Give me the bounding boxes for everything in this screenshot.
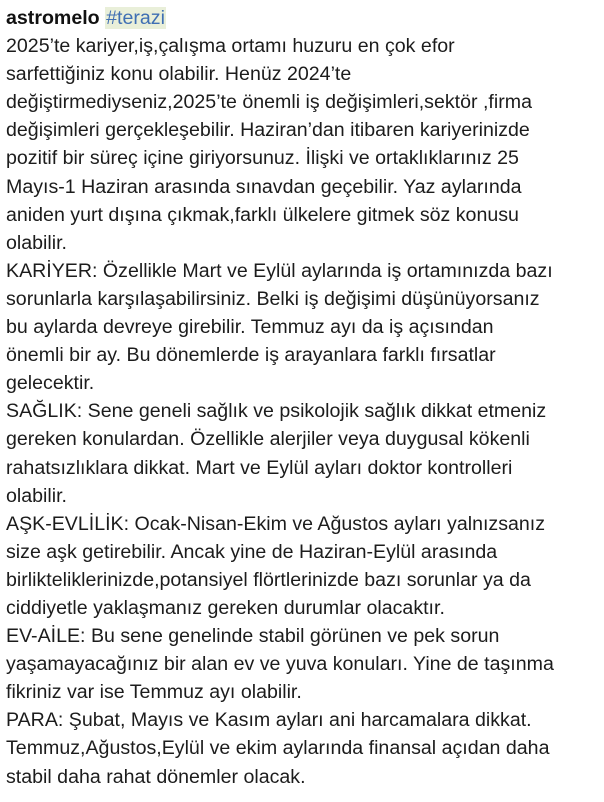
caption-line: olabilir. — [6, 484, 67, 507]
caption-line: Temmuz,Ağustos,Eylül ve ekim aylarında finansal açıdan daha — [6, 737, 550, 760]
caption-line: önemli bir ay. Bu dönemlerde iş arayanlara farklı fırsatlar — [6, 344, 496, 367]
caption-line: fikriniz var ise Temmuz ayı olabilir. — [6, 681, 302, 704]
username-link[interactable]: astromelo — [6, 7, 100, 29]
post-caption — [6, 4, 602, 791]
caption-line: 2025’te kariyer,iş,çalışma ortamı huzuru en çok efor — [6, 35, 455, 58]
caption-line: Mayıs-1 Haziran arasında sınavdan geçebilir. Yaz aylarında — [6, 175, 522, 198]
caption-line: olabilir. — [6, 231, 67, 254]
caption-line: sorunlarla karşılaşabilirsiniz. Belki iş değişimi düşünüyorsanız — [6, 287, 540, 310]
caption-line: ciddiyetle yaklaşmanız gereken durumlar olacaktır. — [6, 596, 445, 619]
caption-line: KARİYER: Özellikle Mart ve Eylül aylarında iş ortamınızda bazı — [6, 259, 553, 282]
caption-line: değişimleri gerçekleşebilir. Haziran’dan itibaren kariyerinizde — [6, 119, 530, 142]
caption-line: EV-AİLE: Bu sene genelinde stabil görünen ve pek sorun — [6, 625, 500, 648]
caption-line: gereken konulardan. Özellikle alerjiler veya duygusal kökenli — [6, 428, 530, 451]
caption-line: sarfettiğiniz konu olabilir. Henüz 2024’te — [6, 63, 352, 86]
caption-line: size aşk getirebilir. Ancak yine de Haziran-Eylül arasında — [6, 540, 498, 563]
hashtag-link[interactable]: #terazi — [106, 7, 165, 29]
caption-line: değiştirmediyseniz,2025’te önemli iş değişimleri,sektör ,firma — [6, 91, 532, 114]
caption-line: stabil daha rahat dönemler olacak. — [6, 765, 306, 788]
caption-line: yaşamayacağınız bir alan ev ve yuva konuları. Yine de taşınma — [6, 653, 554, 676]
caption-line: birlikteliklerinizde,potansiyel flörtlerinizde bazı sorunlar ya da — [6, 568, 531, 591]
caption-line: PARA: Şubat, Mayıs ve Kasım ayları ani harcamalara dikkat. — [6, 709, 532, 732]
caption-line: gelecektir. — [6, 372, 95, 395]
caption-line: AŞK-EVLİLİK: Ocak-Nisan-Ekim ve Ağustos ayları yalnızsanız — [6, 512, 546, 535]
caption-line: rahatsızlıklara dikkat. Mart ve Eylül ayları doktor kontrolleri — [6, 456, 513, 479]
caption-line: pozitif bir süreç içine giriyorsunuz. İlişki ve ortaklıklarınız 25 — [6, 147, 519, 170]
caption-line: bu aylarda devreye girebilir. Temmuz ayı da iş açısından — [6, 316, 494, 339]
caption-line: SAĞLIK: Sene geneli sağlık ve psikolojik sağlık dikkat etmeniz — [6, 400, 547, 423]
caption-line: aniden yurt dışına çıkmak,farklı ülkelere gitmek söz konusu — [6, 203, 519, 226]
caption-header — [6, 4, 602, 32]
